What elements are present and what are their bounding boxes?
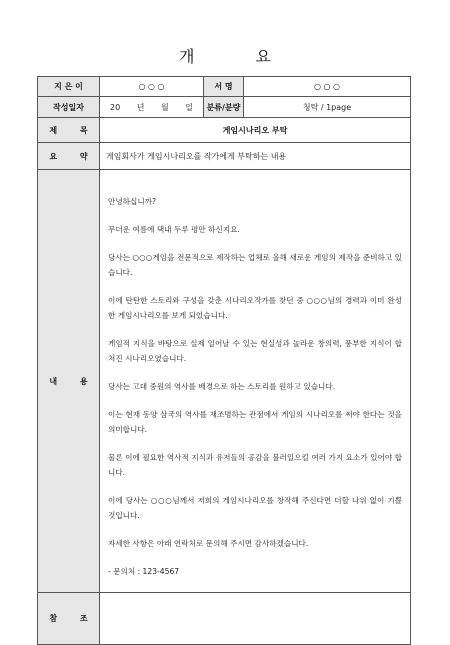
content-label: 내 용	[38, 170, 100, 593]
book-name-value: ○ ○ ○	[244, 77, 411, 97]
category-label: 분류/분량	[204, 97, 244, 118]
content-paragraph: 이에 탄탄한 스토리와 구성을 갖춘 시나리오작가를 찾던 중 ○○○님의 경력과 이미 완성한 게임시나리오를 보게 되었습니다.	[108, 296, 402, 320]
table-row	[38, 143, 411, 170]
table-row	[38, 593, 411, 645]
content-paragraph: 당사는 ○○○게임을 전문적으로 제작하는 업체로 올해 새로운 게임의 제작을 준비하고 있습니다.	[108, 253, 402, 277]
date-value: 20 년 월 일	[100, 97, 204, 118]
content-paragraph: 이에 당사는 ○○○님께서 저희의 게임시나리오를 창작해 주신다면 더할 나위 없이 기쁠 것입니다.	[108, 496, 402, 520]
subject-label: 제 목	[38, 118, 100, 143]
content-paragraph: 게임적 지식을 바탕으로 실제 일어날 수 있는 현실성과 놀라운 창의력, 풍부한 지식이 합쳐진 시나리오였습니다.	[108, 339, 402, 363]
reference-label: 참 조	[38, 593, 100, 645]
content-paragraph: 안녕하십니까?	[108, 197, 157, 206]
table-row	[38, 97, 411, 118]
summary-value: 게임회사가 게임시나리오를 작가에게 부탁하는 내용	[100, 143, 411, 170]
content-paragraph: 무더운 여름에 댁내 두루 평안 하신지요.	[108, 225, 240, 234]
author-label: 지 은 이	[38, 77, 100, 97]
document-title: 개 요	[179, 47, 299, 66]
content-body	[100, 170, 411, 593]
content-paragraph: 당사는 고대 중원의 역사를 배경으로 하는 스토리를 원하고 있습니다.	[108, 382, 336, 391]
book-name-label: 서 명	[204, 77, 244, 97]
author-value: ○ ○ ○	[100, 77, 204, 97]
summary-label: 요 약	[38, 143, 100, 170]
table-row	[38, 118, 411, 143]
content-paragraph: 물론 이에 필요한 역사적 지식과 유저들의 공감을 불러일으킬 여러 가지 요소가 있어야 합니다.	[108, 453, 402, 477]
contact-line: - 문의처 : 123-4567	[108, 567, 180, 576]
subject-value: 게임시나리오 부탁	[100, 118, 411, 143]
date-label: 작성일자	[38, 97, 100, 118]
reference-value	[100, 593, 411, 645]
table-row	[38, 77, 411, 97]
overview-table	[37, 76, 411, 645]
content-paragraph: 이는 현재 동양 삼국의 역사를 재조명하는 관점에서 게임의 시나리오를 써야 한다는 것을 의미합니다.	[108, 410, 402, 434]
content-paragraph: 자세한 사항은 아래 연락처로 문의해 주시면 감사하겠습니다.	[108, 539, 309, 548]
category-value: 청탁 / 1page	[244, 97, 411, 118]
table-row	[38, 170, 411, 593]
